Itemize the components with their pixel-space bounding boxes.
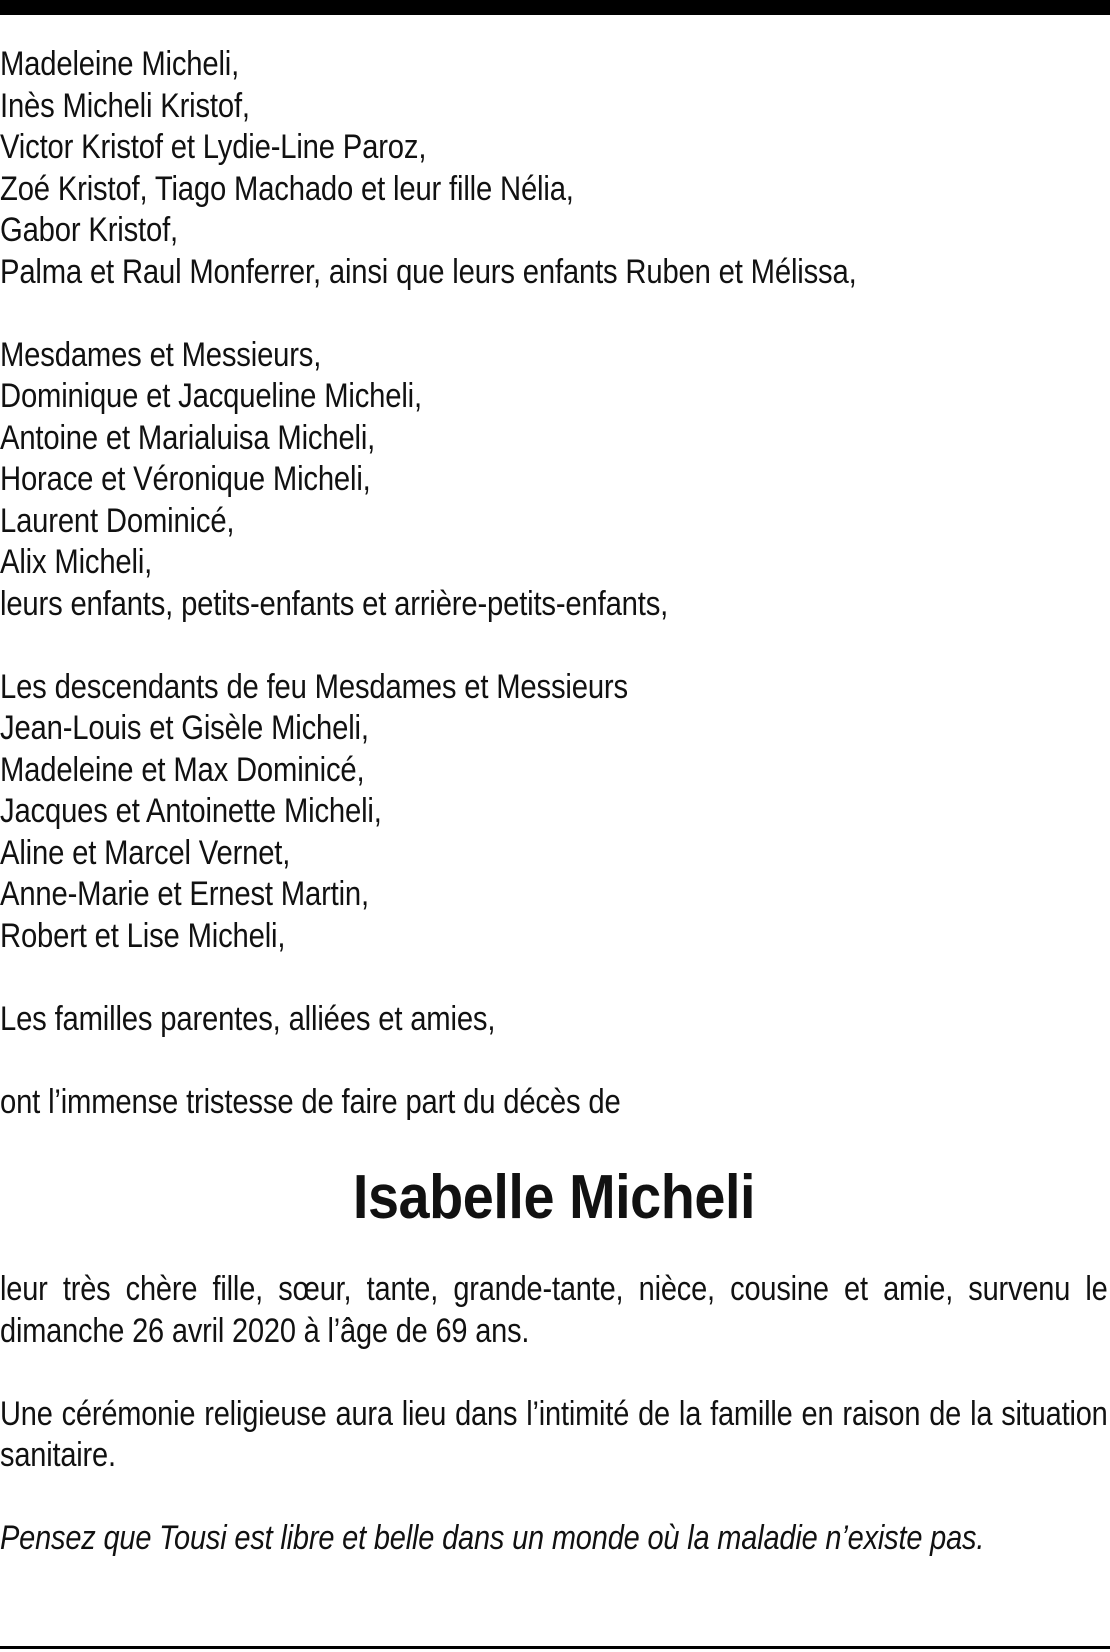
top-border-rule bbox=[0, 0, 1110, 15]
spacer bbox=[0, 625, 1108, 667]
obituary-notice bbox=[0, 44, 1108, 1560]
family-group-siblings bbox=[0, 335, 1108, 626]
family-member-line: Horace et Véronique Micheli, bbox=[0, 460, 371, 498]
family-member-line: Aline et Marcel Vernet, bbox=[0, 833, 291, 872]
family-member-line: Robert et Lise Micheli, bbox=[0, 916, 286, 955]
bottom-border-rule bbox=[0, 1646, 1110, 1649]
family-member-line: Dominique et Jacqueline Micheli, bbox=[0, 377, 422, 415]
family-member-line: leurs enfants, petits-enfants et arrière-petits-enfants, bbox=[0, 584, 669, 623]
spacer bbox=[0, 293, 1108, 335]
spacer bbox=[0, 957, 1108, 999]
relation-paragraph: leur très chère fille, sœur, tante, grande-tante, nièce, cousine et amie, survenu le dimanche 26 avril 2020 à l’âge de 69 ans. bbox=[0, 1270, 1108, 1350]
family-member-line: Laurent Dominicé, bbox=[0, 501, 235, 540]
family-member-line: Inès Micheli Kristof, bbox=[0, 86, 250, 125]
family-member-line: Les descendants de feu Mesdames et Messieurs bbox=[0, 667, 628, 706]
family-member-line: Anne-Marie et Ernest Martin, bbox=[0, 875, 369, 913]
closing-quote: Pensez que Tousi est libre et belle dans un monde où la maladie n’existe pas. bbox=[0, 1519, 985, 1557]
family-member-line: Madeleine Micheli, bbox=[0, 45, 240, 83]
family-member-line: Zoé Kristof, Tiago Machado et leur fille Nélia, bbox=[0, 169, 574, 208]
family-group-immediate bbox=[0, 44, 1108, 293]
family-group-descendants bbox=[0, 667, 1108, 958]
deceased-name: Isabelle Micheli bbox=[352, 1163, 756, 1232]
family-member-line: Gabor Kristof, bbox=[0, 211, 178, 249]
announcement-line: ont l’immense tristesse de faire part du décès de bbox=[0, 1082, 621, 1121]
families-line: Les familles parentes, alliées et amies, bbox=[0, 999, 496, 1038]
family-member-line: Alix Micheli, bbox=[0, 543, 153, 581]
family-member-line: Antoine et Marialuisa Micheli, bbox=[0, 418, 376, 457]
spacer bbox=[0, 1040, 1108, 1082]
family-member-line: Palma et Raul Monferrer, ainsi que leurs enfants Ruben et Mélissa, bbox=[0, 252, 857, 291]
family-member-line: Jean-Louis et Gisèle Micheli, bbox=[0, 709, 369, 747]
ceremony-paragraph: Une cérémonie religieuse aura lieu dans l’intimité de la famille en raison de la situation sanitaire. bbox=[0, 1394, 1108, 1474]
family-member-line: Jacques et Antoinette Micheli, bbox=[0, 792, 382, 830]
family-member-line: Mesdames et Messieurs, bbox=[0, 335, 322, 374]
family-member-line: Victor Kristof et Lydie-Line Paroz, bbox=[0, 128, 427, 166]
family-member-line: Madeleine et Max Dominicé, bbox=[0, 750, 365, 789]
